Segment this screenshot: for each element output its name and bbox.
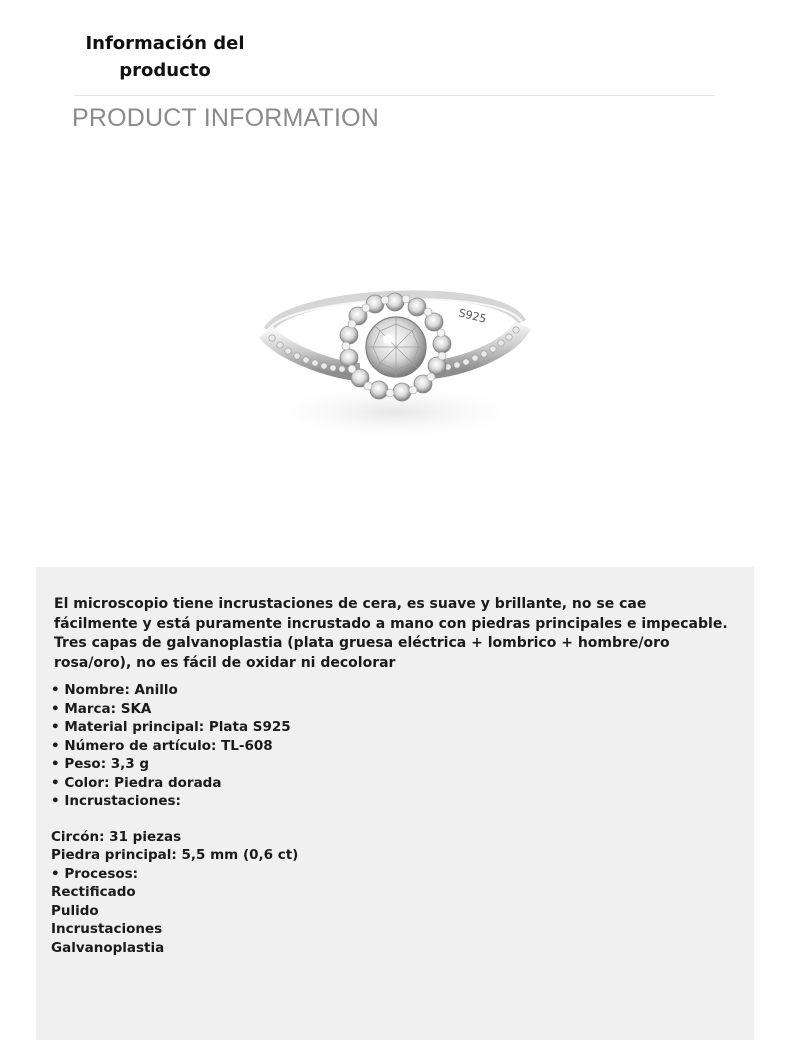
- spec-weight: • Peso: 3,3 g: [51, 756, 150, 772]
- section-subtitle: PRODUCT INFORMATION: [72, 104, 380, 132]
- page-title-line2: producto: [119, 60, 211, 81]
- spec-zircon: Circón: 31 piezas: [51, 828, 182, 845]
- spec-main-stone: Piedra principal: 5,5 mm (0,6 ct): [51, 847, 299, 863]
- spec-inlays: • Incrustaciones:: [51, 793, 181, 809]
- spec-item-number: • Número de artículo: TL-608: [51, 737, 273, 754]
- info-panel: [36, 567, 754, 1040]
- spec-processes: • Procesos:: [51, 865, 139, 882]
- product-photo: [190, 150, 600, 560]
- page-title: [72, 30, 258, 84]
- halo-ring-image: [190, 150, 600, 560]
- ring-engraving: S925: [457, 306, 488, 326]
- process-item: Pulido: [51, 902, 99, 919]
- spec-gap: [51, 811, 731, 828]
- process-item: Rectificado: [51, 884, 136, 900]
- process-item: Incrustaciones: [51, 921, 163, 937]
- spec-color: • Color: Piedra dorada: [51, 774, 222, 791]
- page-title-line1: Información del: [85, 33, 245, 54]
- spec-brand: • Marca: SKA: [51, 700, 152, 717]
- spec-material: • Material principal: Plata S925: [51, 719, 291, 735]
- spec-list: [51, 681, 731, 957]
- product-description: El microscopio tiene incrustaciones de cera, es suave y brillante, no se cae fácilmente y está puramente incrustado a mano con piedras principales e impecable. Tres capas de galvanoplastia (plata gruesa eléctrica + lombrico + hombre/oro rosa/oro), no es fácil de oxidar ni decolorar: [54, 596, 728, 671]
- header-divider: [74, 95, 714, 96]
- process-item: Galvanoplastia: [51, 939, 165, 956]
- spec-name: • Nombre: Anillo: [51, 682, 178, 698]
